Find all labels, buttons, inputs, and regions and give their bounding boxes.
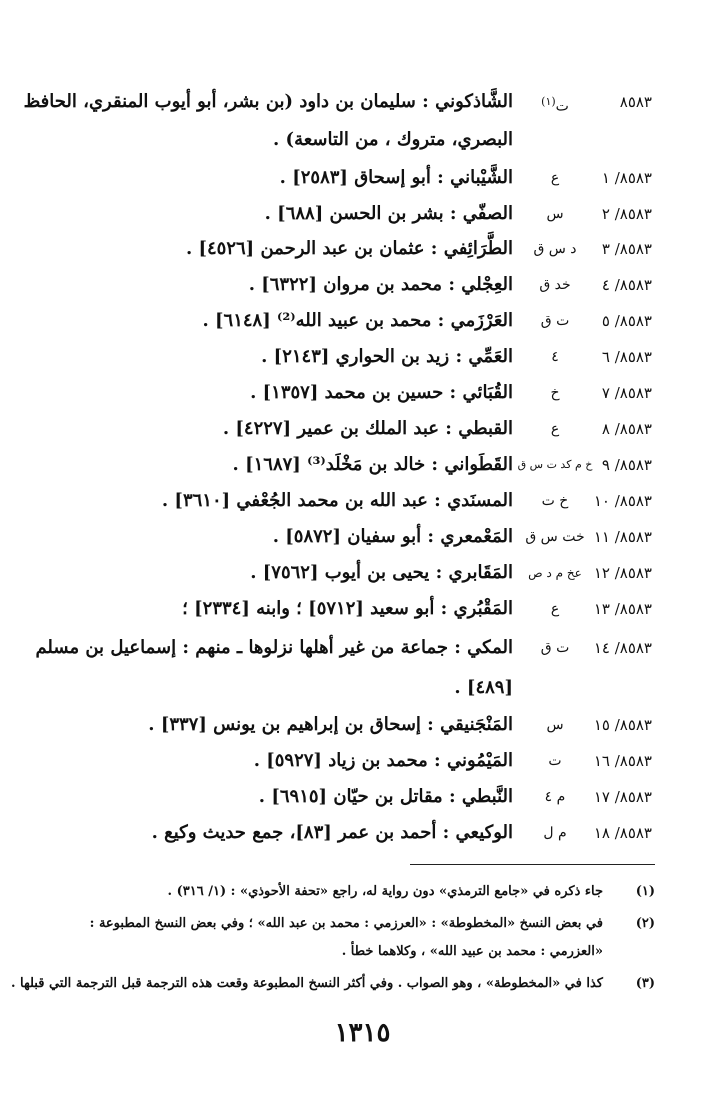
entry-symbol: م ل [543,825,567,841]
entry-row [0,815,725,851]
entry-text: العَرْزَمي : محمد بن عبيد الله⁽²⁾ [٦١٤٨] . [202,310,513,331]
entry-row [0,591,725,627]
entry-symbol: ع [550,170,560,186]
entry-number: ٨٥٨٣/ ١٤ [593,639,652,657]
entry-row [0,160,725,196]
entry-text: المَنْجَنيقي : إسحاق بن إبراهيم بن يونس [٣٣٧] . [148,714,513,735]
entry-symbol: خ ت [541,493,569,509]
footnote-text: كذا في «المخطوطة» ، وهو الصواب . وفي أكثر النسخ المطبوعة وقعت هذه الترجمة قبل الترجمة التي قبلها . [10,976,603,991]
entry-number: ٨٥٨٣/ ١٦ [593,752,652,770]
entry-number: ٨٥٨٣/ ١ [601,169,652,187]
entry-symbol: س [546,206,564,222]
footnote-marker: (١) [541,95,556,108]
entry-symbol: ت ق [540,640,570,656]
entry-symbol: خت س ق [525,529,585,545]
entry-text: العِجْلي : محمد بن مروان [٦٣٢٢] . [248,274,513,295]
footnote-text: في بعض النسخ «المخطوطة» : «العرزمي : محمد بن عبد الله» ؛ وفي بعض النسخ المطبوعة : [89,916,603,931]
entry-symbol: م ٤ [544,789,566,805]
entry-symbol: ٤ [551,349,559,365]
entry-row [0,743,725,779]
entry-symbol: د س ق [533,241,577,257]
entry-symbol: س [546,717,564,733]
entry-number: ٨٥٨٣/ ٤ [601,276,652,294]
entry-symbol: ع [550,601,560,617]
entry-row [0,779,725,815]
entry-number: ٨٥٨٣/ ١٨ [593,824,652,842]
entry-number: ٨٥٨٣/ ١٥ [593,716,652,734]
entry-number: ٨٥٨٣/ ١٧ [593,788,652,806]
page-number: ١٣١٥ [334,1018,391,1048]
entry-symbol: ت [548,753,562,769]
entry-number: ٨٥٨٣/ ٩ [601,456,652,474]
entry-number: ٨٥٨٣/ ٨ [601,420,652,438]
entry-number: ٨٥٨٣/ ١٣ [593,600,652,618]
entry-number: ٨٥٨٣ [619,93,652,111]
entry-symbol: عخ م د ص [528,566,582,580]
entry-text: القُبَائي : حسين بن محمد [١٣٥٧] . [250,382,513,403]
entry-row [0,630,725,666]
footnote-number: (١) [635,884,655,899]
entry-row [0,267,725,303]
entry-symbol: ت ق [540,313,570,329]
entry-symbol: ع [550,421,560,437]
footnote-continuation: «العزرمي : محمد بن عبيد الله» ، وكلاهما خطأ . [341,944,603,959]
entry-text: المَعْمعري : أبو سفيان [٥٨٧٢] . [272,526,513,547]
entry-row [0,303,725,339]
entry-row [0,483,725,519]
entry-text: القبطي : عبد الملك بن عمير [٤٢٢٧] . [222,418,513,439]
entry-text: الطَّرَائِفي : عثمان بن عبد الرحمن [٤٥٢٦] . [185,238,513,259]
entry-text: القَطَواني : خالد بن مَخْلَد⁽³⁾ [١٦٨٧] . [232,454,513,475]
entry-row [0,447,725,483]
entry-text: الشَّاذكوني : سليمان بن داود (بن بشر، أبو أيوب المنقري، الحافظ [23,91,513,112]
entry-number: ٨٥٨٣/ ٧ [601,384,652,402]
entry-number: ٨٥٨٣/ ٣ [601,240,652,258]
entry-symbol: خد ق [539,277,571,293]
entry-row [0,231,725,267]
entry-number: ٨٥٨٣/ ١٢ [593,564,652,582]
entry-number: ٨٥٨٣/ ١١ [593,528,652,546]
entry-continuation: البصري، متروك ، من التاسعة) . [273,129,513,150]
entry-text: العَمِّي : زيد بن الحواري [٢١٤٣] . [261,346,513,367]
entry-row [0,196,725,232]
entry-text: النَّبطي : مقاتل بن حيّان [٦٩١٥] . [258,786,513,807]
footnote-divider [410,864,655,865]
entry-text: الصفّي : بشر بن الحسن [٦٨٨] . [264,203,513,224]
entry-number: ٨٥٨٣/ ٥ [601,312,652,330]
entry-text: المَيْمُوني : محمد بن زياد [٥٩٢٧] . [253,750,513,771]
entry-symbol: ت$^{(١)}$ [541,95,569,115]
footnote-number: (٢) [635,916,655,931]
footnote-number: (٣) [635,976,655,991]
entry-row [0,411,725,447]
entry-row [0,555,725,591]
entry-number: ٨٥٨٣/ ٦ [601,348,652,366]
entry-row [0,84,725,120]
entry-row [0,707,725,743]
footnote-text: جاء ذكره في «جامع الترمذي» دون رواية له، راجع «تحفة الأحوذي» : (١/ ٣١٦) . [167,884,603,899]
entry-text: الوكيعي : أحمد بن عمر [٨٣]، جمع حديث وكيع . [151,822,513,843]
entry-text: المَقْبُري : أبو سعيد [٥٧١٢] ؛ وابنه [٢٣٣٤] ؛ [182,598,513,619]
entry-text: الشَّيْباني : أبو إسحاق [٢٥٨٣] . [279,167,513,188]
entry-text: المَقَابري : يحيى بن أيوب [٧٥٦٢] . [250,562,513,583]
entry-row [0,519,725,555]
entry-number: ٨٥٨٣/ ١٠ [593,492,652,510]
entry-text: المكي : جماعة من غير أهلها نزلوها ـ منهم : إسماعيل بن مسلم [35,637,513,658]
entry-row [0,339,725,375]
entry-text: المسنَدي : عبد الله بن محمد الجُعْفي [٣٦١٠] . [161,490,513,511]
entry-symbol: خ [550,385,560,401]
entry-symbol: خ م كد ت س ق [517,458,593,471]
entry-continuation: [٤٨٩] . [454,677,513,698]
entry-number: ٨٥٨٣/ ٢ [601,205,652,223]
entry-row [0,375,725,411]
